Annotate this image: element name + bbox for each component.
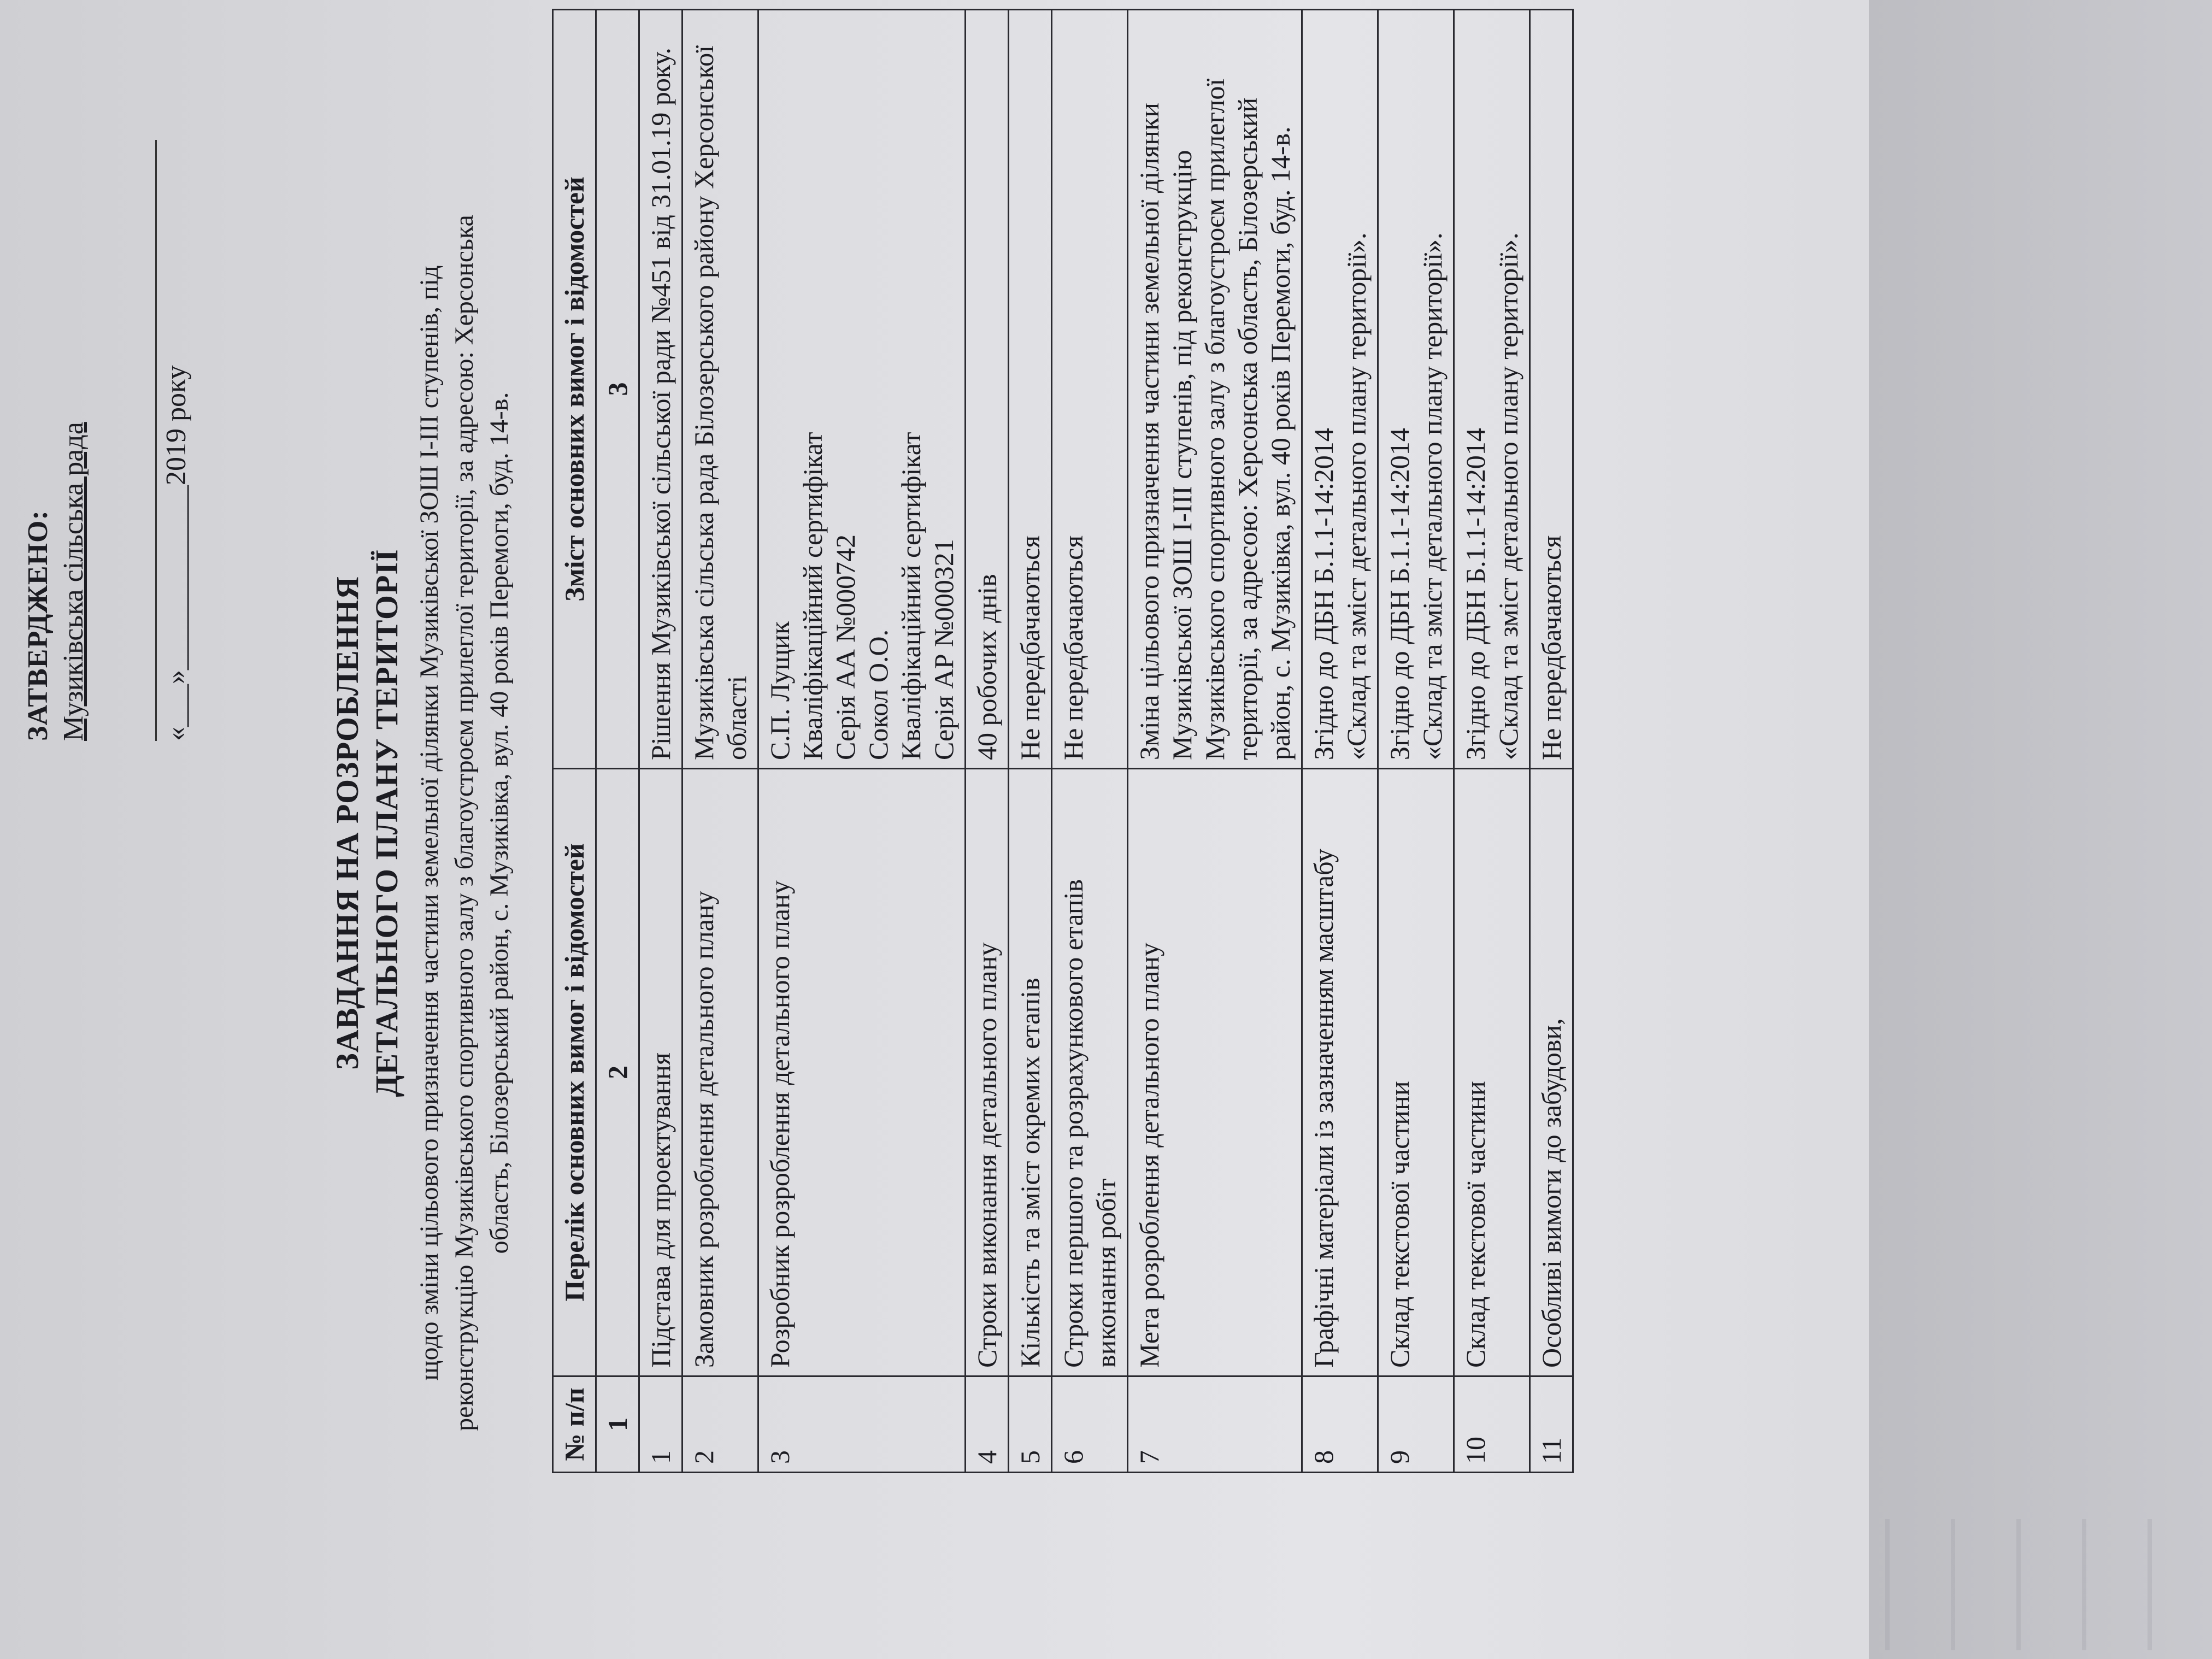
content-line: Не передбачаються — [1015, 535, 1045, 760]
header-number: № п/п — [553, 1376, 596, 1472]
table-row — [1009, 10, 1052, 1473]
table-header-row — [553, 10, 596, 1473]
row-content — [1454, 10, 1530, 769]
content-line: 40 робочих днів — [972, 574, 1002, 760]
content-line: Згідно до ДБН Б.1.1-14:2014 — [1384, 428, 1415, 760]
index-cell: 2 — [596, 768, 639, 1376]
row-number: 8 — [1302, 1376, 1378, 1472]
index-cell: 3 — [596, 10, 639, 769]
row-number: 1 — [639, 1376, 683, 1472]
row-content — [966, 10, 1009, 769]
bleed-through-text — [1885, 1519, 2191, 1650]
content-line: «Склад та зміст детального плану території». — [1417, 232, 1448, 760]
row-requirement: Графічні матеріали із зазначенням масштабу — [1302, 768, 1378, 1376]
row-number: 4 — [966, 1376, 1009, 1472]
table-row — [1302, 10, 1378, 1473]
content-line: Рішення Музиківської сільської ради №451 від 31.01.19 року. — [645, 48, 676, 760]
title-line-1: ЗАВДАННЯ НА РОЗРОБЛЕННЯ — [330, 576, 365, 1070]
row-content — [758, 10, 966, 769]
content-line: Зміна цільового призначення частини земельної ділянки Музиківської ЗОШ І-ІІІ ступенів, під реконструкцію Музиківського спортивного залу з благоустроєм прилеглої території, за адресою: Херсонська область, Білозерський район, с. Музиківка, вул. 40 років Перемоги, буд. 14-в. — [1134, 78, 1296, 760]
table-row — [758, 10, 966, 1473]
row-requirement: Розробник розроблення детального плану — [758, 768, 966, 1376]
row-requirement: Кількість та зміст окремих етапів — [1009, 768, 1052, 1376]
content-line: «Склад та зміст детального плану території». — [1493, 232, 1523, 760]
row-content — [1530, 10, 1573, 769]
row-content — [1378, 10, 1454, 769]
table-body — [639, 10, 1573, 1473]
table-index-row — [596, 10, 639, 1473]
requirements-table — [552, 9, 1574, 1473]
row-content — [1302, 10, 1378, 769]
row-content — [1009, 10, 1052, 769]
document-title — [328, 195, 517, 1451]
title-line-2: ДЕТАЛЬНОГО ПЛАНУ ТЕРИТОРІЇ — [369, 549, 404, 1097]
content-line: «Склад та зміст детального плану території». — [1341, 232, 1372, 760]
table-row — [1454, 10, 1530, 1473]
approval-council: Музиківська сільська рада — [58, 422, 89, 741]
table-row — [1378, 10, 1454, 1473]
table-row — [1052, 10, 1128, 1473]
row-number: 3 — [758, 1376, 966, 1472]
row-content — [1128, 10, 1302, 769]
next-page-edge — [1869, 0, 2212, 1659]
approval-block — [22, 31, 192, 741]
content-line: Сокол О.О. — [863, 629, 893, 760]
table-row — [966, 10, 1009, 1473]
header-requirement: Перелік основних вимог і відомостей — [553, 768, 596, 1376]
table-row — [1128, 10, 1302, 1473]
row-content — [639, 10, 683, 769]
row-requirement: Мета розроблення детального плану — [1128, 768, 1302, 1376]
table-row — [1530, 10, 1573, 1473]
content-line: Музиківська сільська рада Білозерського району Херсонської області — [689, 45, 752, 760]
row-requirement: Особливі вимоги до забудови, — [1530, 768, 1573, 1376]
row-number: 2 — [683, 1376, 758, 1472]
content-line: Кваліфікаційний сертифікат — [797, 432, 828, 760]
header-content: Зміст основних вимог і відомостей — [553, 10, 596, 769]
approval-header: ЗАТВЕРДЖЕНО: — [22, 510, 54, 741]
approval-date: «___»_____________2019 року — [155, 140, 192, 741]
row-number: 7 — [1128, 1376, 1302, 1472]
content-line: Не передбачаються — [1536, 535, 1567, 760]
row-requirement: Замовник розроблення детального плану — [683, 768, 758, 1376]
row-content — [1052, 10, 1128, 769]
row-number: 9 — [1378, 1376, 1454, 1472]
row-content — [683, 10, 758, 769]
row-requirement: Строки виконання детального плану — [966, 768, 1009, 1376]
content-line: С.П. Лущик — [764, 621, 795, 760]
content-line: Згідно до ДБН Б.1.1-14:2014 — [1460, 428, 1491, 760]
table-row — [683, 10, 758, 1473]
content-line: Не передбачаються — [1058, 535, 1089, 760]
content-line: Згідно до ДБН Б.1.1-14:2014 — [1308, 428, 1339, 760]
row-requirement: Склад текстової частини — [1454, 768, 1530, 1376]
table-row — [639, 10, 683, 1473]
row-requirement: Строки першого та розрахункового етапів виконання робіт — [1052, 768, 1128, 1376]
content-line: Серія АА №000742 — [830, 534, 861, 760]
index-cell: 1 — [596, 1376, 639, 1472]
content-line: Кваліфікаційний сертифікат — [896, 432, 926, 760]
row-number: 5 — [1009, 1376, 1052, 1472]
row-requirement: Підстава для проектування — [639, 768, 683, 1376]
row-number: 6 — [1052, 1376, 1128, 1472]
row-number: 11 — [1530, 1376, 1573, 1472]
row-requirement: Склад текстової частини — [1378, 768, 1454, 1376]
row-number: 10 — [1454, 1376, 1530, 1472]
title-subtitle: щодо зміни цільового призначення частини земельної ділянки Музиківської ЗОШ І-ІІІ ступенів, під реконструкцію Музиківського спортивного залу з благоустроєм прилеглої території, за адресою: Херсонська область, Білозерський район, с. Музиківка, вул. 40 років Перемоги, буд. 14-в. — [415, 215, 514, 1431]
content-line: Серія АР №000321 — [928, 539, 959, 760]
